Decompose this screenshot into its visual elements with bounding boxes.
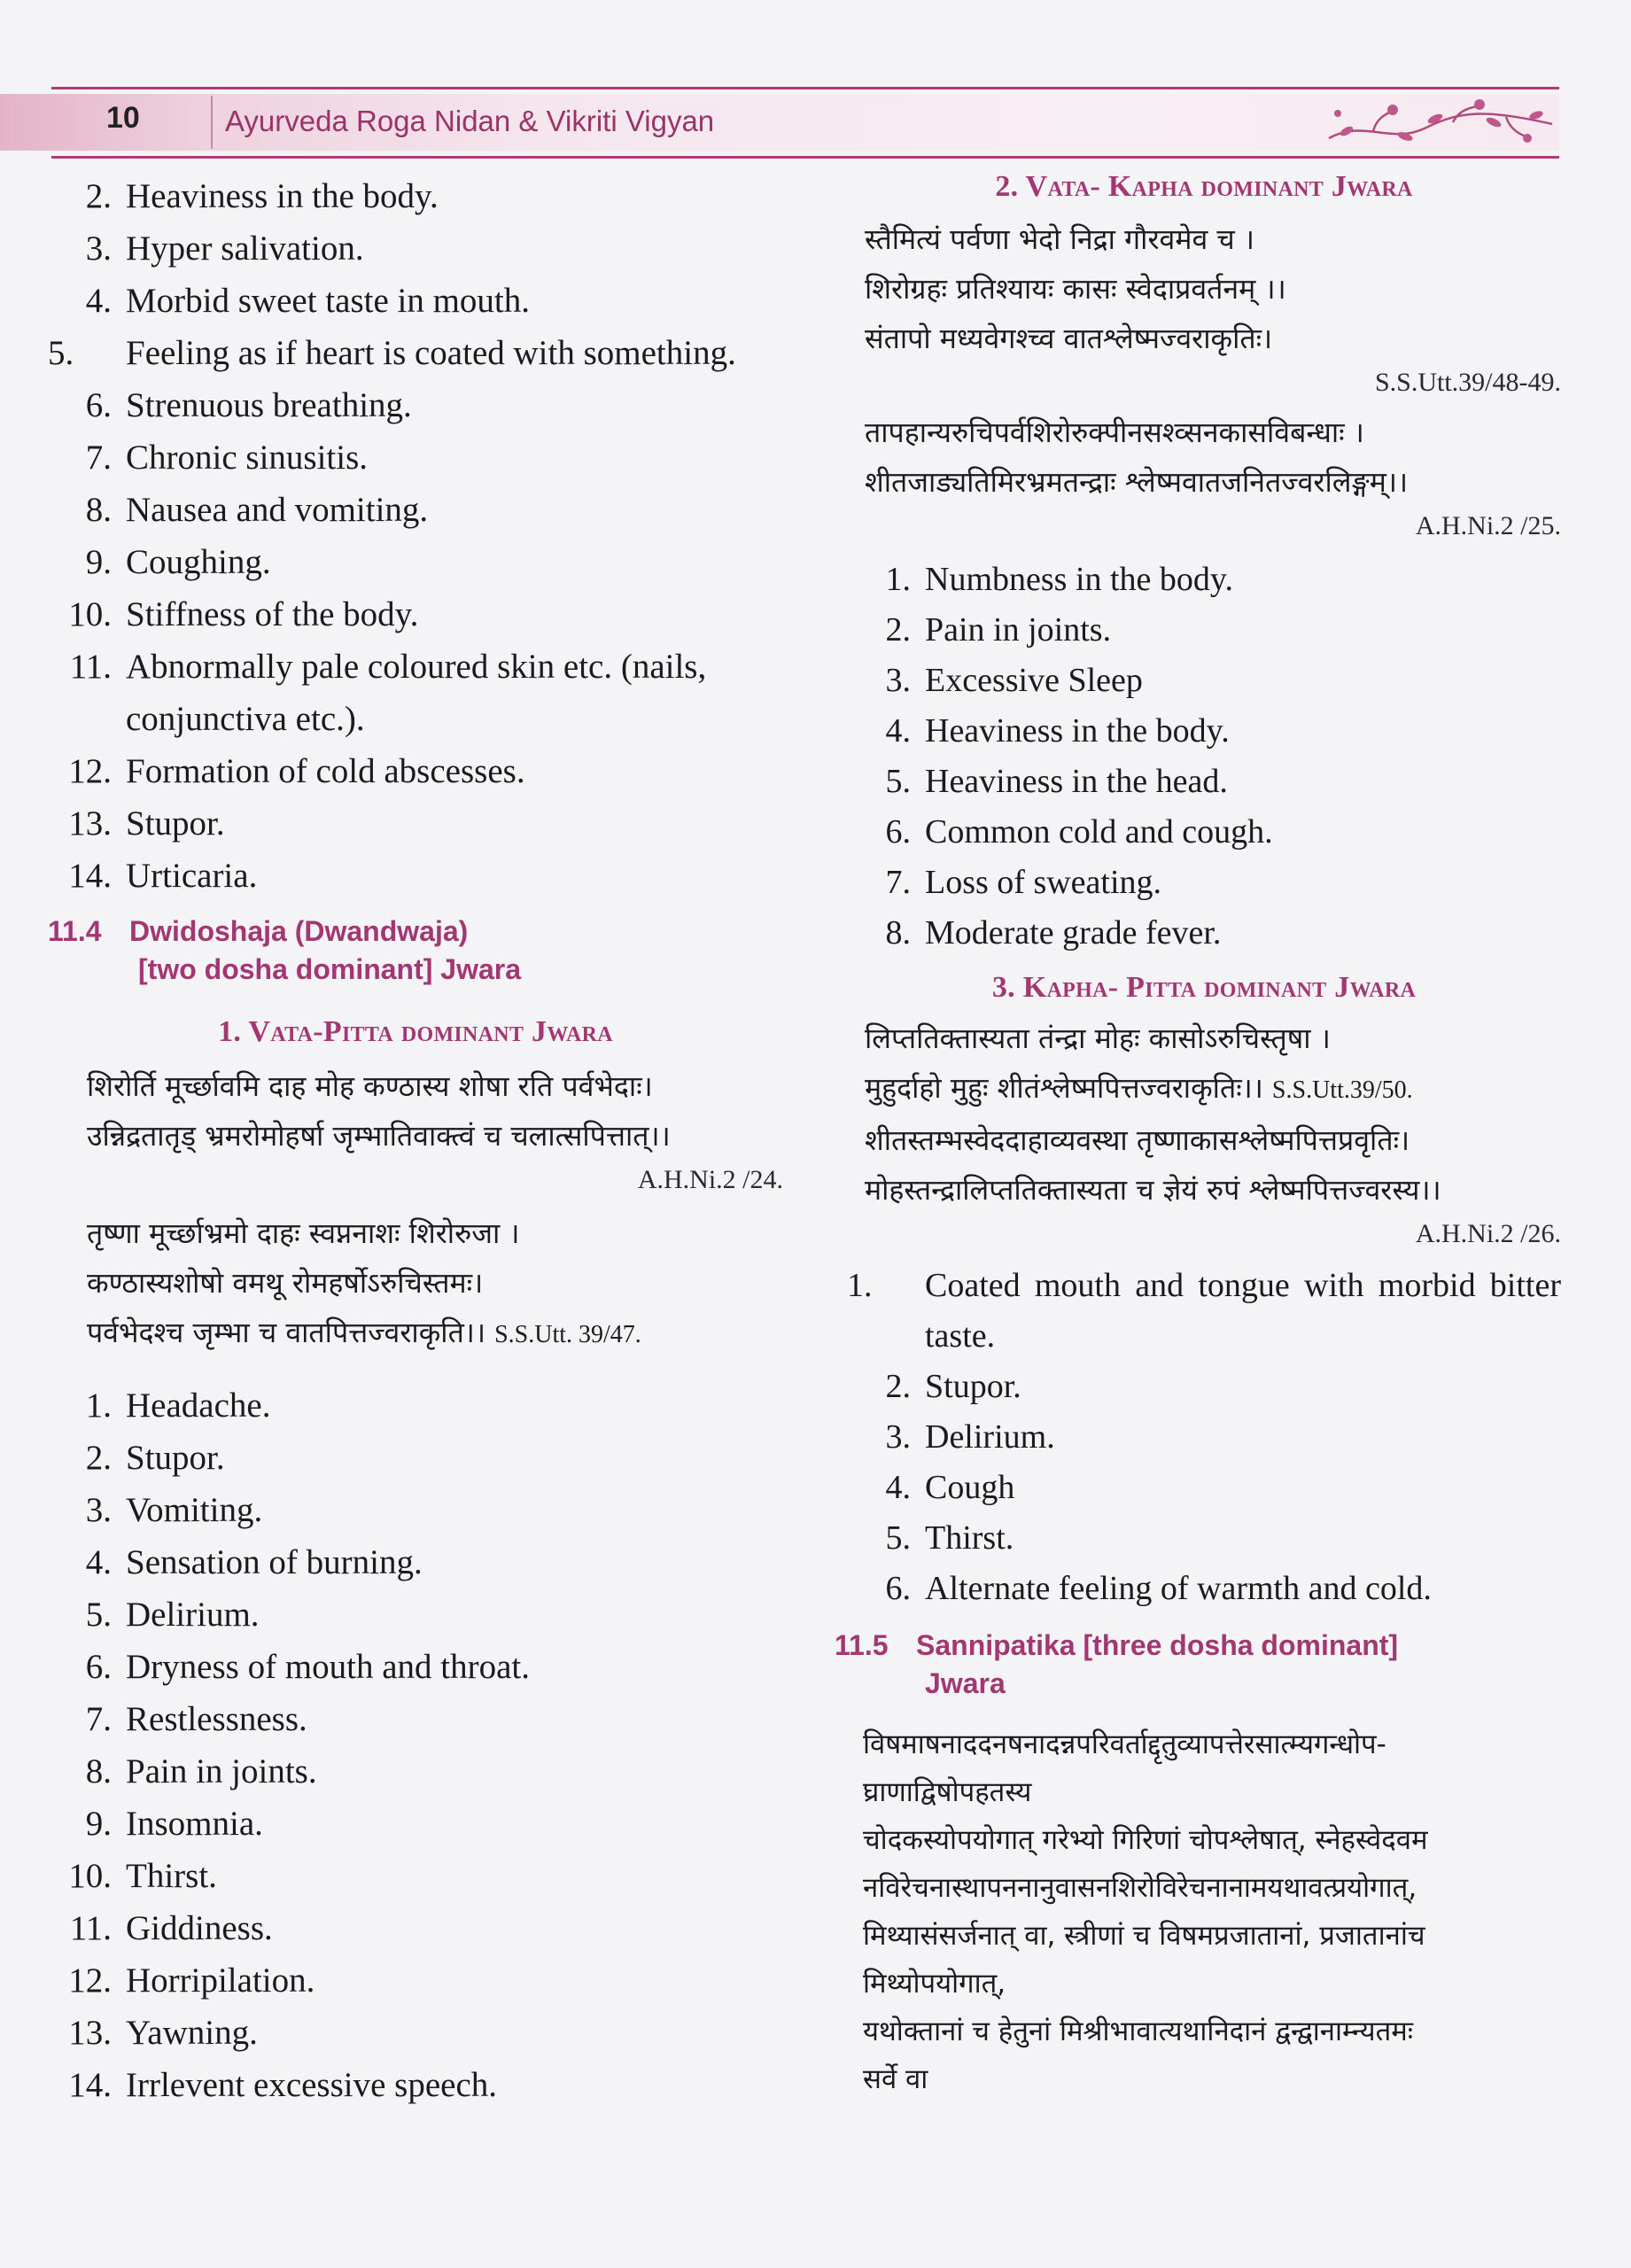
list-item: 5. Delirium.: [85, 1596, 260, 1634]
list-item: 8. Moderate grade fever.: [885, 914, 1222, 951]
list-item: 2. Stupor.: [885, 1368, 1021, 1405]
vata-pitta-verse-1: शिरोर्ति मूर्च्छावमि दाह मोह कण्ठास्य शोषा रति पर्वभेदाः। उन्निद्रतातृड् भ्रमरोमोहर्षा जृम्भातिवाक्त्वं च चलात्सपित्तात्।।: [87, 1069, 671, 1153]
list-item: 4. Sensation of burning.: [85, 1543, 423, 1581]
list-item: 8. Nausea and vomiting.: [85, 491, 429, 529]
list-item: 1. Coated mouth and tongue with morbid bitter taste.: [847, 1267, 1561, 1355]
left-column: [48, 170, 783, 2111]
vata-pitta-verse-2: तृष्णा मूर्च्छाभ्रमो दाहः स्वप्ननाशः शिरोरुजा । कण्ठास्यशोषो वमथू रोमहर्षोऽरुचिस्तमः। पर्वभेदश्च जृम्भा च वातपित्तज्वराकृति।। S.S.Utt. 39/47.: [87, 1216, 641, 1349]
floral-vine-icon: [1320, 92, 1559, 154]
list-item: 14. Urticaria.: [68, 857, 258, 895]
section-heading-11-5: 11.5 Sannipatika [three dosha dominant] Jwara: [835, 1629, 1399, 1699]
kapha-pitta-heading: 3. Kapha- Pitta dominant Jwara: [991, 971, 1417, 1004]
list-item: 6. Strenuous breathing.: [85, 386, 412, 424]
reference-citation: S.S.Utt.39/50.: [1271, 1076, 1413, 1104]
list-item: 11. Giddiness.: [69, 1909, 273, 1947]
kapha-pitta-verse-1: लिप्ततिक्तास्यता तंन्द्रा मोहः कासोऽरुचिस्तृषा । मुहुर्दाहो मुहुः शीतंश्लेष्मपित्तज्वराकृतिः।। S.S.Utt.39/50. शीतस्तम्भस्वेददाहाव्यवस्था तृष्णाकासश्लेष्मपित्तप्रवृतिः। मोहस्तन्द्रालिप्ततिक्तास्यता च ज्ञेयं रुपं श्लेष्मपित्तज्वरस्य।।: [865, 1021, 1441, 1207]
section-heading-11-4: 11.4 Dwidoshaja (Dwandwaja) [two dosha dominant] Jwara: [48, 915, 522, 985]
list-item: 4. Cough: [885, 1469, 1015, 1506]
list-item: 12. Horripilation.: [68, 1961, 315, 2000]
list-item: 5. Heaviness in the head.: [885, 763, 1228, 800]
header-rule-top: [51, 87, 1559, 89]
vata-kapha-heading: 2. Vata- Kapha dominant Jwara: [995, 170, 1413, 203]
list-item: 1. Headache.: [85, 1386, 271, 1425]
reference-citation: A.H.Ni.2 /26.: [1415, 1219, 1561, 1248]
right-column: [835, 170, 1561, 2103]
page-header: [0, 87, 1559, 158]
list-item: 5. Feeling as if heart is coated with something.: [48, 334, 736, 372]
header-divider: [211, 96, 213, 149]
list-item: 2. Pain in joints.: [885, 611, 1112, 649]
list-item: 3. Delirium.: [885, 1418, 1055, 1456]
list-item: 13. Yawning.: [68, 2014, 258, 2052]
vata-pitta-symptoms-list: [48, 1379, 783, 2111]
header-rule-bottom: [51, 156, 1559, 159]
book-title: Ayurveda Roga Nidan & Vikriti Vigyan: [225, 105, 715, 137]
list-item: 10. Stiffness of the body.: [68, 595, 419, 633]
reference-citation: A.H.Ni.2 /24.: [637, 1165, 783, 1194]
list-item: 3. Hyper salivation.: [85, 229, 364, 268]
list-item: 9. Insomnia.: [85, 1805, 263, 1843]
list-item: 4. Morbid sweet taste in mouth.: [85, 282, 531, 320]
kapha-pitta-symptoms-list: [847, 1261, 1561, 1614]
vata-kapha-verse-2: तापहान्यरुचिपर्वशिरोरुक्पीनसश्व्सनकासविबन्धाः । शीतजाड्यतिमिरभ्रमतन्द्राः श्लेष्मवातजनितज्वरलिङ्गम्।।: [865, 416, 1409, 499]
vata-pitta-heading: 1. Vata-Pitta dominant Jwara: [218, 1015, 613, 1048]
list-item: 3. Excessive Sleep: [885, 662, 1143, 699]
list-item: 7. Restlessness.: [85, 1700, 307, 1738]
list-item: 1. Numbness in the body.: [885, 561, 1233, 598]
list-item: 13. Stupor.: [68, 804, 225, 843]
reference-citation: S.S.Utt. 39/47.: [494, 1321, 641, 1348]
list-item: 6. Dryness of mouth and throat.: [85, 1648, 531, 1686]
vata-kapha-symptoms-list: [847, 555, 1561, 959]
list-item: 7. Loss of sweating.: [885, 864, 1162, 901]
list-item: 14. Irrlevent excessive speech.: [68, 2066, 498, 2104]
list-item: 7. Chronic sinusitis.: [85, 439, 369, 477]
list-item: 10. Thirst.: [68, 1857, 217, 1895]
list-item: 12. Formation of cold abscesses.: [68, 752, 525, 790]
vata-kapha-verse-1: स्तैमित्यं पर्वणा भेदो निद्रा गौरवमेव च । शिरोग्रहः प्रतिश्यायः कासः स्वेदाप्रवर्तनम् ।। संतापो मध्यवेगश्च्व वातश्लेष्मज्वराकृतिः।: [865, 222, 1286, 355]
page-number: 10: [106, 101, 140, 135]
list-item: 6. Common cold and cough.: [885, 813, 1273, 850]
list-item: 3. Vomiting.: [85, 1491, 263, 1529]
list-item: 6. Alternate feeling of warmth and cold.: [885, 1570, 1432, 1607]
reference-citation: A.H.Ni.2 /25.: [1415, 511, 1561, 540]
sannipatika-prose: विषमाषनाददनषनादन्नपरिवर्ताद्दृतुव्यापत्तेरसात्म्यगन्धोप- घ्राणाद्विषोपहतस्य चोदकस्योपयोगात् गरेभ्यो गिरिणां चोपश्लेषात्, स्नेहस्वेदवम नविरेचनास्थापननानुवासनशिरोविरेचनानामयथावत्प्रयोगात्, मिथ्यासंसर्जनात् वा, स्त्रीणां च विषमप्रजातानां, प्रजातानांच मिथ्योपयोगात्, यथोक्तानां च हेतुनां मिश्रीभावात्यथानिदानं द्वन्द्वानाम्न्यतमः सर्वे वा: [863, 1728, 1428, 2095]
list-item: 2. Heaviness in the body.: [85, 177, 439, 215]
list-item: 9. Coughing.: [85, 543, 271, 581]
list-item: 2. Stupor.: [85, 1439, 225, 1477]
list-item: 11. Abnormally pale coloured skin etc. (nails, conjunctiva etc.).: [69, 648, 707, 738]
list-item: 8. Pain in joints.: [85, 1752, 317, 1790]
list-item: 5. Thirst.: [885, 1519, 1014, 1557]
list-item: 4. Heaviness in the body.: [885, 712, 1230, 750]
kapha-symptoms-continued-list: [48, 170, 783, 902]
reference-citation: S.S.Utt.39/48-49.: [1374, 368, 1561, 397]
